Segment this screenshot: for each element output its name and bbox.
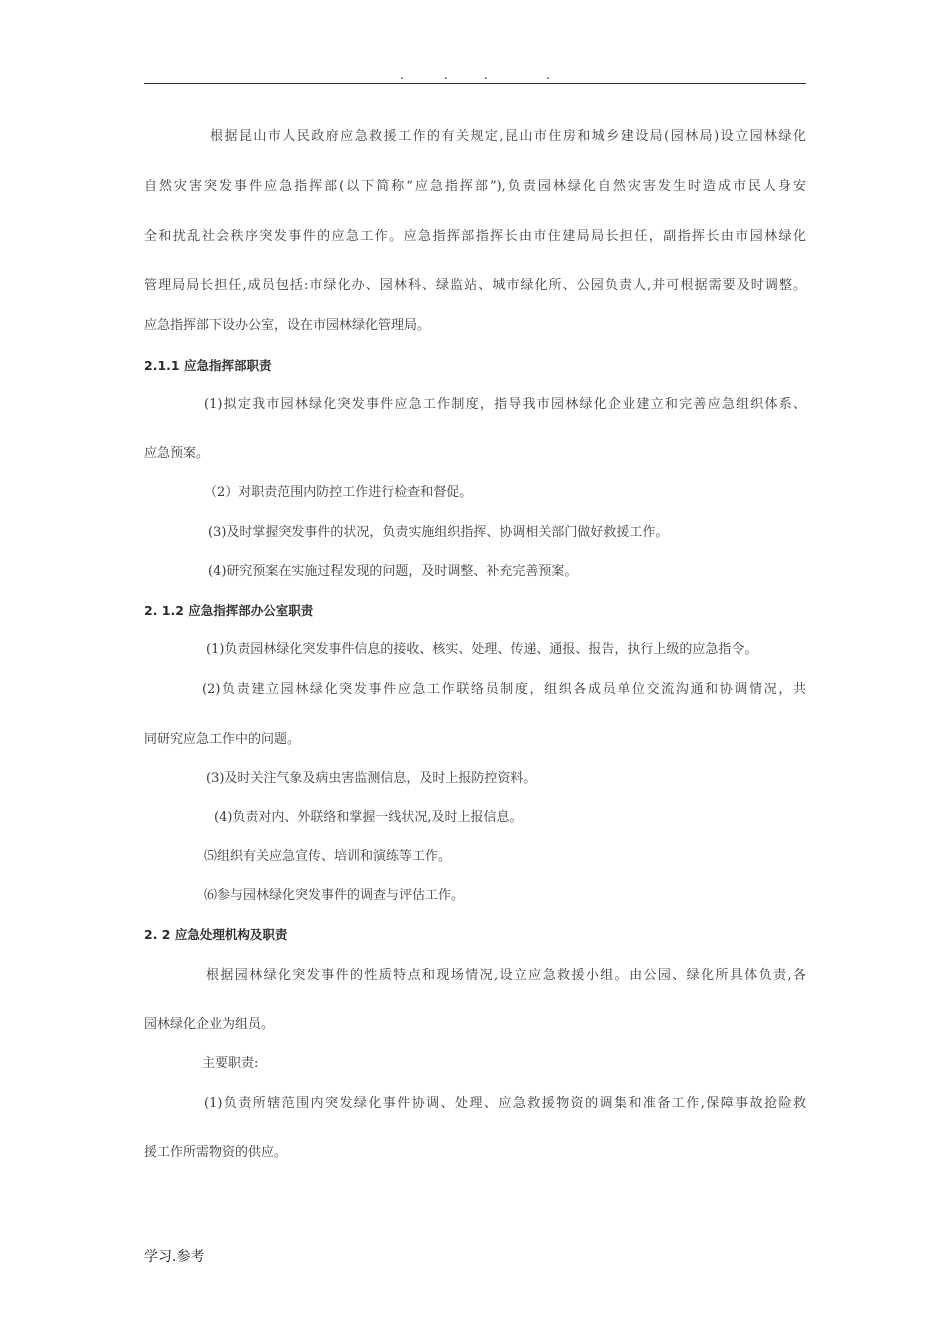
list-item-continuation: 援工作所需物资的供应。	[144, 1145, 288, 1160]
list-item: （2）对职责范围内防控工作进行检查和督促。	[204, 485, 473, 500]
list-item: (1)拟定我市园林绿化突发事件应急工作制度，指导我市园林绿化企业建立和完善应急组织体系、	[204, 397, 806, 412]
list-item: (2)负责建立园林绿化突发事件应急工作联络员制度，组织各成员单位交流沟通和协调情况，共	[202, 682, 806, 697]
list-item: (1)负责所辖范围内突发绿化事件协调、处理、应急救援物资的调集和准备工作,保障事故抢险救	[204, 1096, 806, 1111]
paragraph-line: 应急指挥部下设办公室，设在市园林绿化管理局。	[144, 318, 431, 333]
header-dot: .	[444, 68, 448, 82]
list-item: (3)及时掌握突发事件的状况，负责实施组织指挥、协调相关部门做好救援工作。	[208, 525, 669, 540]
page-footer: 学习.参考	[144, 1249, 205, 1265]
list-item: (4)研究预案在实施过程发现的问题，及时调整、补充完善预案。	[208, 564, 578, 579]
section-heading: 2.1.1 应急指挥部职责	[144, 358, 272, 373]
list-item: ⑹参与园林绿化突发事件的调查与评估工作。	[204, 888, 465, 903]
paragraph-line: 主要职责:	[202, 1056, 259, 1071]
header-rule	[144, 83, 806, 84]
list-item: ⑸组织有关应急宣传、培训和演练等工作。	[204, 849, 452, 864]
list-item: (1)负责园林绿化突发事件信息的接收、核实、处理、传递、通报、报告，执行上级的应急指令。	[206, 642, 758, 657]
paragraph-line: 园林绿化企业为组员。	[144, 1017, 275, 1032]
header-dot: .	[400, 68, 404, 82]
list-item-continuation: 应急预案。	[144, 446, 210, 461]
paragraph-line: 管理局局长担任,成员包括:市绿化办、园林科、绿监站、城市绿化所、公园负责人,并可根据需要及时调整。	[144, 278, 806, 293]
list-item: (4)负责对内、外联络和掌握一线状况,及时上报信息。	[214, 810, 523, 825]
section-heading: 2. 2 应急处理机构及职责	[144, 927, 288, 942]
list-item: (3)及时关注气象及病虫害监测信息，及时上报防控资料。	[206, 771, 537, 786]
header-dot: .	[484, 68, 488, 82]
section-heading: 2. 1.2 应急指挥部办公室职责	[144, 603, 314, 618]
paragraph-line: 根据昆山市人民政府应急救援工作的有关规定,昆山市住房和城乡建设局(园林局)设立园林绿化	[210, 129, 806, 144]
paragraph-line: 根据园林绿化突发事件的性质特点和现场情况,设立应急救援小组。由公园、绿化所具体负责,各	[206, 968, 806, 983]
list-item-continuation: 同研究应急工作中的问题。	[144, 732, 301, 747]
header-dot: .	[546, 68, 550, 82]
paragraph-line: 全和扰乱社会秩序突发事件的应急工作。应急指挥部指挥长由市住建局局长担任，副指挥长由市园林绿化	[144, 229, 806, 244]
paragraph-line: 自然灾害突发事件应急指挥部(以下简称“应急指挥部”),负责园林绿化自然灾害发生时造成市民人身安	[144, 179, 806, 194]
